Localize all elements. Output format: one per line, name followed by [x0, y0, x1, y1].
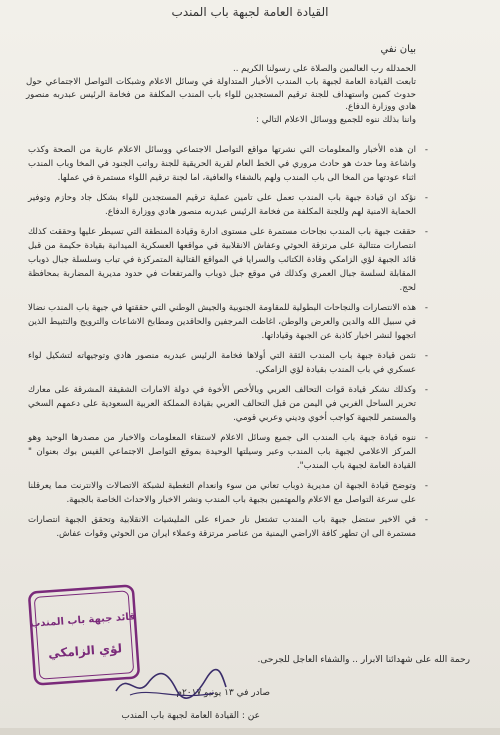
intro-paragraph: تابعت القيادة العامة لجبهة باب المندب الأخبار المتداولة في وسائل الاعلام وشبكات التواصل الاجتماعي حول حدوث كمين واستهداف للجنة ترقيم المستجدين للواء باب المندب المكلفة من فخامة الرئيس عبدربه منصور هادي ووزارة الدفاع. [26, 76, 416, 113]
statement-item: - نؤكد ان قيادة جبهة باب المندب تعمل على تامين عملية ترقيم المستجدين للواء بشكل جاد وحازم وتوفير الحماية الامنية لهم وللجنة المكلفة من فخامة الرئيس عبدربه منصور هادي ووزارة الدفاع. [28, 191, 428, 219]
letterhead-title: القيادة العامة لجبهة باب المندب [171, 5, 329, 19]
statement-item: - نثمن قيادة جبهة باب المندب الثقة التي أولاها فخامة الرئيس عبدربه منصور هادي وتوجيهاته لتشكيل لواء عسكري في باب المندب بقيادة لؤي الزامكي. [28, 349, 428, 377]
statement-item: - في الاخير ستضل جبهة باب المندب تشتعل نار حمراء على المليشيات الانقلابية وتحقق الجبهة انتصارات مستمرة الى ان تطهر كافة الاراضي اليمنية من عناصر مرتزقة وعملاء ايران من الحوثي وقوات عفاش. [28, 513, 428, 541]
page-bottom-edge [0, 728, 500, 735]
document-type: بيان نفي [380, 44, 416, 55]
signature-scribble [110, 665, 230, 705]
statement-item: - هذه الانتصارات والنجاحات البطولية للمقاومة الجنوبية والجيش الوطني التي حققتها في جبهة باب المندب نضالا في سبيل الله والدين والعرض والوطن، اغاظت المرجفين والحاقدين ومطابخ الاشاعات والترويج والتثبيط الذين اتجهوا لنشر اخبار كاذبة عن الجبهة وقياداتها. [28, 301, 428, 343]
statement-list [28, 143, 428, 547]
stamp-line-1: قائد جبهة باب المندب [29, 611, 137, 630]
statement-item: - حققت جبهة باب المندب نجاحات مستمرة على مستوى ادارة وقيادة المنطقة التي تسيطر عليها وحققت كذلك انتصارات متتالية على مرتزقة الحوثي وعفاش الانقلابية في مواقعها العسكرية الميدانية بقيادة حكيمة من قبل قائد الجبهة لؤي الزامكي وقادة الكتائب والسرايا في المواقع القتالية المتمركزة في تباب وسلسلة جبال ذوباب المقابلة لسلسة جبال العمري وكذلك في موقع جبل ذوباب والمرتفعات في حدود مديرية المضاربة بمحافظة لحج. [28, 225, 428, 295]
statement-item: - وكذلك نشكر قيادة قوات التحالف العربي وبالأخص الأخوة في دولة الامارات الشقيقة المشرقة على معارك تحرير الساحل الغربي في اليمن من قبل التحالف العربي بقيادة المملكة العربية السعودية على دعمهم السخي والمستمر للجبهة كواجب أخوي وديني وعربي قومي. [28, 383, 428, 425]
statement-item: - ان هذه الأخبار والمعلومات التي نشرتها مواقع التواصل الاجتماعي ووسائل الاعلام عارية من الصحة وكذب واشاعة وما حدث هو حادث مروري في الخط العام لقرية الحريقية للجنة رواتب الجنود في المخا وباب المندب اثناء عودتها من المخا الى باب المندب ولهم بالشفاء والعافية، اما لجنة ترقيم اللواء مستمرة في عملها. [28, 143, 428, 185]
statement-item: - ننوه قيادة جبهة باب المندب الى جميع وسائل الاعلام لاستقاء المعلومات والاخبار من مصدرها الوحيد وهو المركز الاعلامي لجبهة باب المندب وعبر وسيلتها الوحيدة بموقع التواصل الاجتماعي الفيس بوك بعنوان " القيادة العامة لجبهة باب المندب". [28, 431, 428, 473]
signature [110, 665, 230, 705]
issuer-line: عن : القيادة العامة لجبهة باب المندب [121, 711, 260, 721]
intro-closing-line: واننا بذلك ننوه للجميع ووسائل الاعلام التالي : [256, 115, 416, 126]
closing-prayer: رحمة الله على شهدائنا الابرار .. والشفاء العاجل للجرحى. [257, 655, 470, 665]
greeting: الحمدلله رب العالمين والصلاة على رسولنا الكريم .. [232, 64, 416, 74]
statement-item: - وتوضح قيادة الجبهة ان مديرية ذوباب تعاني من سوء وانعدام التغطية لشبكة الاتصالات والانترنت مما يعرقلنا على سرعة التواصل مع الاعلام والمهتمين بجبهة باب المندب ونشر الاخبار والاحداث الخاصة بالجبهة. [28, 479, 428, 507]
stamp-line-2: لؤي الزامكي [47, 641, 123, 661]
intro-section [26, 63, 416, 127]
issue-date: صادر في ١٣ يونيو ٢٠١٧م [176, 688, 270, 698]
